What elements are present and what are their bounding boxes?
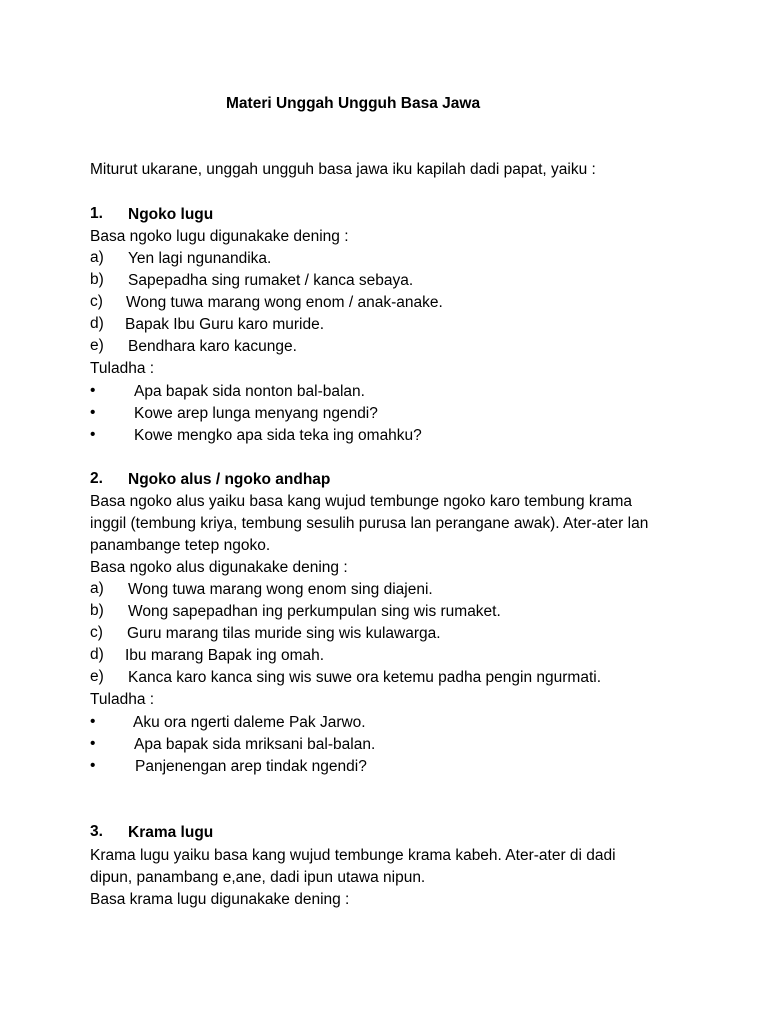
section-number: 1. — [90, 205, 103, 222]
list-label: a) — [90, 249, 104, 266]
list-item — [90, 624, 690, 644]
bullet-text: Panjenengan arep tindak ngendi? — [135, 758, 367, 775]
list-item — [90, 668, 690, 688]
bullet-item — [90, 382, 690, 402]
bullet-item — [90, 735, 690, 755]
list-item — [90, 249, 690, 269]
section-description: dipun, panambang e,ane, dadi ipun utawa nipun. — [90, 869, 426, 886]
list-text: Bendhara karo kacunge. — [128, 338, 297, 355]
section-number: 2. — [90, 470, 103, 487]
bullet-text: Apa bapak sida nonton bal-balan. — [134, 383, 365, 400]
bullet-item — [90, 404, 690, 424]
bullet-item — [90, 426, 690, 446]
list-item — [90, 293, 690, 313]
section-title: Ngoko lugu — [128, 206, 214, 223]
bullet-icon: • — [90, 404, 96, 421]
list-label: b) — [90, 602, 104, 619]
used-by-text: Basa krama lugu digunakake dening : — [90, 891, 350, 908]
list-label: c) — [90, 293, 103, 310]
section-heading — [90, 470, 690, 490]
used-by-text: Basa ngoko lugu digunakake dening : — [90, 228, 349, 245]
list-text: Sapepadha sing rumaket / kanca sebaya. — [128, 272, 414, 289]
bullet-text: Kowe mengko apa sida teka ing omahku? — [134, 427, 422, 444]
bullet-icon: • — [90, 713, 96, 730]
example-label: Tuladha : — [90, 691, 155, 708]
bullet-icon: • — [90, 735, 96, 752]
list-label: b) — [90, 271, 104, 288]
section-description: Basa ngoko alus yaiku basa kang wujud tembunge ngoko karo tembung krama — [90, 493, 632, 510]
list-text: Ibu marang Bapak ing omah. — [125, 647, 325, 664]
section-description: inggil (tembung kriya, tembung sesulih purusa lan perangane awak). Ater-ater lan — [90, 515, 649, 532]
list-item — [90, 315, 690, 335]
list-label: a) — [90, 580, 104, 597]
bullet-item — [90, 757, 690, 777]
list-label: e) — [90, 668, 104, 685]
bullet-text: Kowe arep lunga menyang ngendi? — [134, 405, 378, 422]
list-text: Wong tuwa marang wong enom / anak-anake. — [126, 294, 443, 311]
list-item — [90, 646, 690, 666]
section-title: Ngoko alus / ngoko andhap — [128, 471, 331, 488]
list-text: Wong tuwa marang wong enom sing diajeni. — [128, 581, 433, 598]
list-label: d) — [90, 315, 104, 332]
list-item — [90, 271, 690, 291]
bullet-text: Aku ora ngerti daleme Pak Jarwo. — [133, 714, 366, 731]
bullet-icon: • — [90, 757, 96, 774]
list-label: e) — [90, 337, 104, 354]
list-text: Yen lagi ngunandika. — [128, 250, 272, 267]
intro-text: Miturut ukarane, unggah ungguh basa jawa iku kapilah dadi papat, yaiku : — [90, 161, 596, 178]
list-label: d) — [90, 646, 104, 663]
list-item — [90, 337, 690, 357]
bullet-text: Apa bapak sida mriksani bal-balan. — [134, 736, 376, 753]
used-by-text: Basa ngoko alus digunakake dening : — [90, 559, 348, 576]
list-label: c) — [90, 624, 103, 641]
bullet-item — [90, 713, 690, 733]
section-title: Krama lugu — [128, 824, 214, 841]
list-text: Wong sapepadhan ing perkumpulan sing wis rumaket. — [128, 603, 501, 620]
example-label: Tuladha : — [90, 360, 155, 377]
document-title: Materi Unggah Ungguh Basa Jawa — [226, 95, 481, 112]
section-description: Krama lugu yaiku basa kang wujud tembunge krama kabeh. Ater-ater di dadi — [90, 847, 616, 864]
bullet-icon: • — [90, 382, 96, 399]
list-text: Bapak Ibu Guru karo muride. — [125, 316, 325, 333]
section-heading — [90, 823, 690, 843]
bullet-icon: • — [90, 426, 96, 443]
list-item — [90, 580, 690, 600]
section-description: panambange tetep ngoko. — [90, 537, 271, 554]
list-item — [90, 602, 690, 622]
list-text: Guru marang tilas muride sing wis kulawarga. — [127, 625, 441, 642]
list-text: Kanca karo kanca sing wis suwe ora ketemu padha pengin ngurmati. — [128, 669, 602, 686]
section-number: 3. — [90, 823, 103, 840]
section-heading — [90, 205, 690, 225]
